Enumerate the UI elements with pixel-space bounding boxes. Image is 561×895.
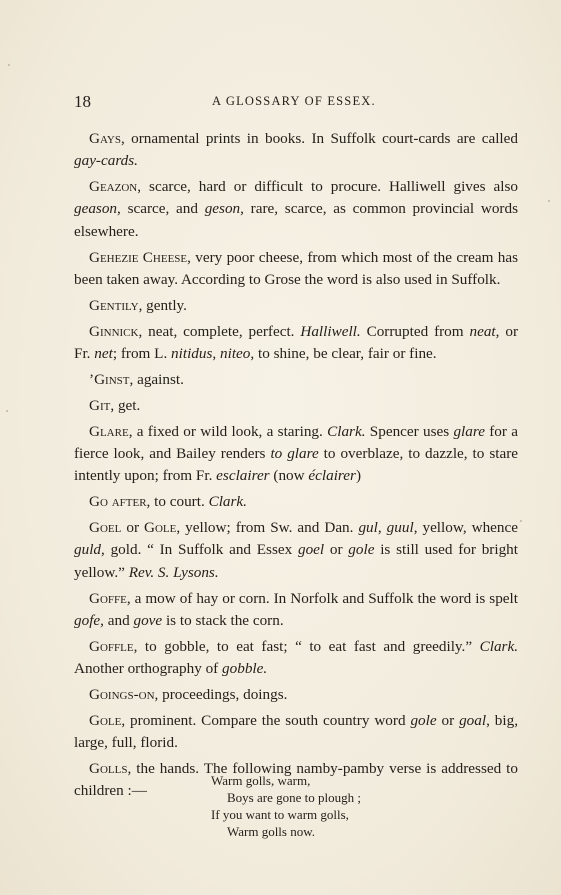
verse-line: Boys are gone to plough ; <box>227 790 361 805</box>
glossary-entry: Glare, a fixed or wild look, a staring. Clark. Spencer uses glare for a fierce look, and Bailey renders to glare to overblaze, to dazzle, to stare intently upon; from Fr. esclairer (now éclairer) <box>74 422 518 485</box>
page-number: 18 <box>74 92 91 111</box>
glossary-entry: Golls, the hands. The following namby-pamby verse is addressed to children :— <box>74 760 518 800</box>
glossary-entry: Go after, to court. Clark. <box>89 493 247 511</box>
glossary-entry: Ginnick, neat, complete, perfect. Halliwell. Corrupted from neat, or Fr. net; from L. nitidus, niteo, to shine, be clear, fair or fine. <box>74 322 519 363</box>
glossary-entry: Goings-on, proceedings, doings. <box>89 685 288 703</box>
paper-speck <box>6 410 8 412</box>
glossary-entry: Goffle, to gobble, to eat fast; “ to eat fast and greedily.” Clark. Another orthography of gobble. <box>74 637 518 678</box>
glossary-entry: Gole, prominent. Compare the south country word gole or goal, big, large, full, florid. <box>74 711 518 752</box>
glossary-entry: ’Ginst, against. <box>89 370 184 388</box>
glossary-entries <box>74 128 518 806</box>
glossary-entry: Goel or Gole, yellow; from Sw. and Dan. gul, guul, yellow, whence guld, gold. “ In Suffolk and Essex goel or gole is still used for bright yellow.” Rev. S. Lysons. <box>74 519 518 581</box>
paper-speck <box>520 520 522 522</box>
verse-line: Warm golls now. <box>227 824 316 839</box>
glossary-entry: Goffe, a mow of hay or corn. In Norfolk and Suffolk the word is spelt gofe, and gove is to stack the corn. <box>74 589 518 629</box>
page-header <box>74 92 511 112</box>
glossary-entry: Gentily, gently. <box>89 296 187 314</box>
verse-block <box>211 772 361 840</box>
verse-line: If you want to warm golls, <box>211 807 349 822</box>
glossary-entry: Gays, ornamental prints in books. In Suffolk court-cards are called gay-cards. <box>74 130 518 170</box>
glossary-entry: Gehezie Cheese, very poor cheese, from which most of the cream has been taken away. According to Grose the word is also used in Suffolk. <box>74 248 518 288</box>
glossary-entry: Git, get. <box>89 396 141 414</box>
verse-line: Warm golls, warm, <box>211 773 311 788</box>
running-head: A GLOSSARY OF ESSEX. <box>212 94 376 108</box>
paper-speck <box>548 200 550 202</box>
paper-speck <box>8 64 10 66</box>
glossary-entry: Geazon, scarce, hard or difficult to procure. Halliwell gives also geason, scarce, and geson, rare, scarce, as common provincial words elsewhere. <box>74 178 518 240</box>
